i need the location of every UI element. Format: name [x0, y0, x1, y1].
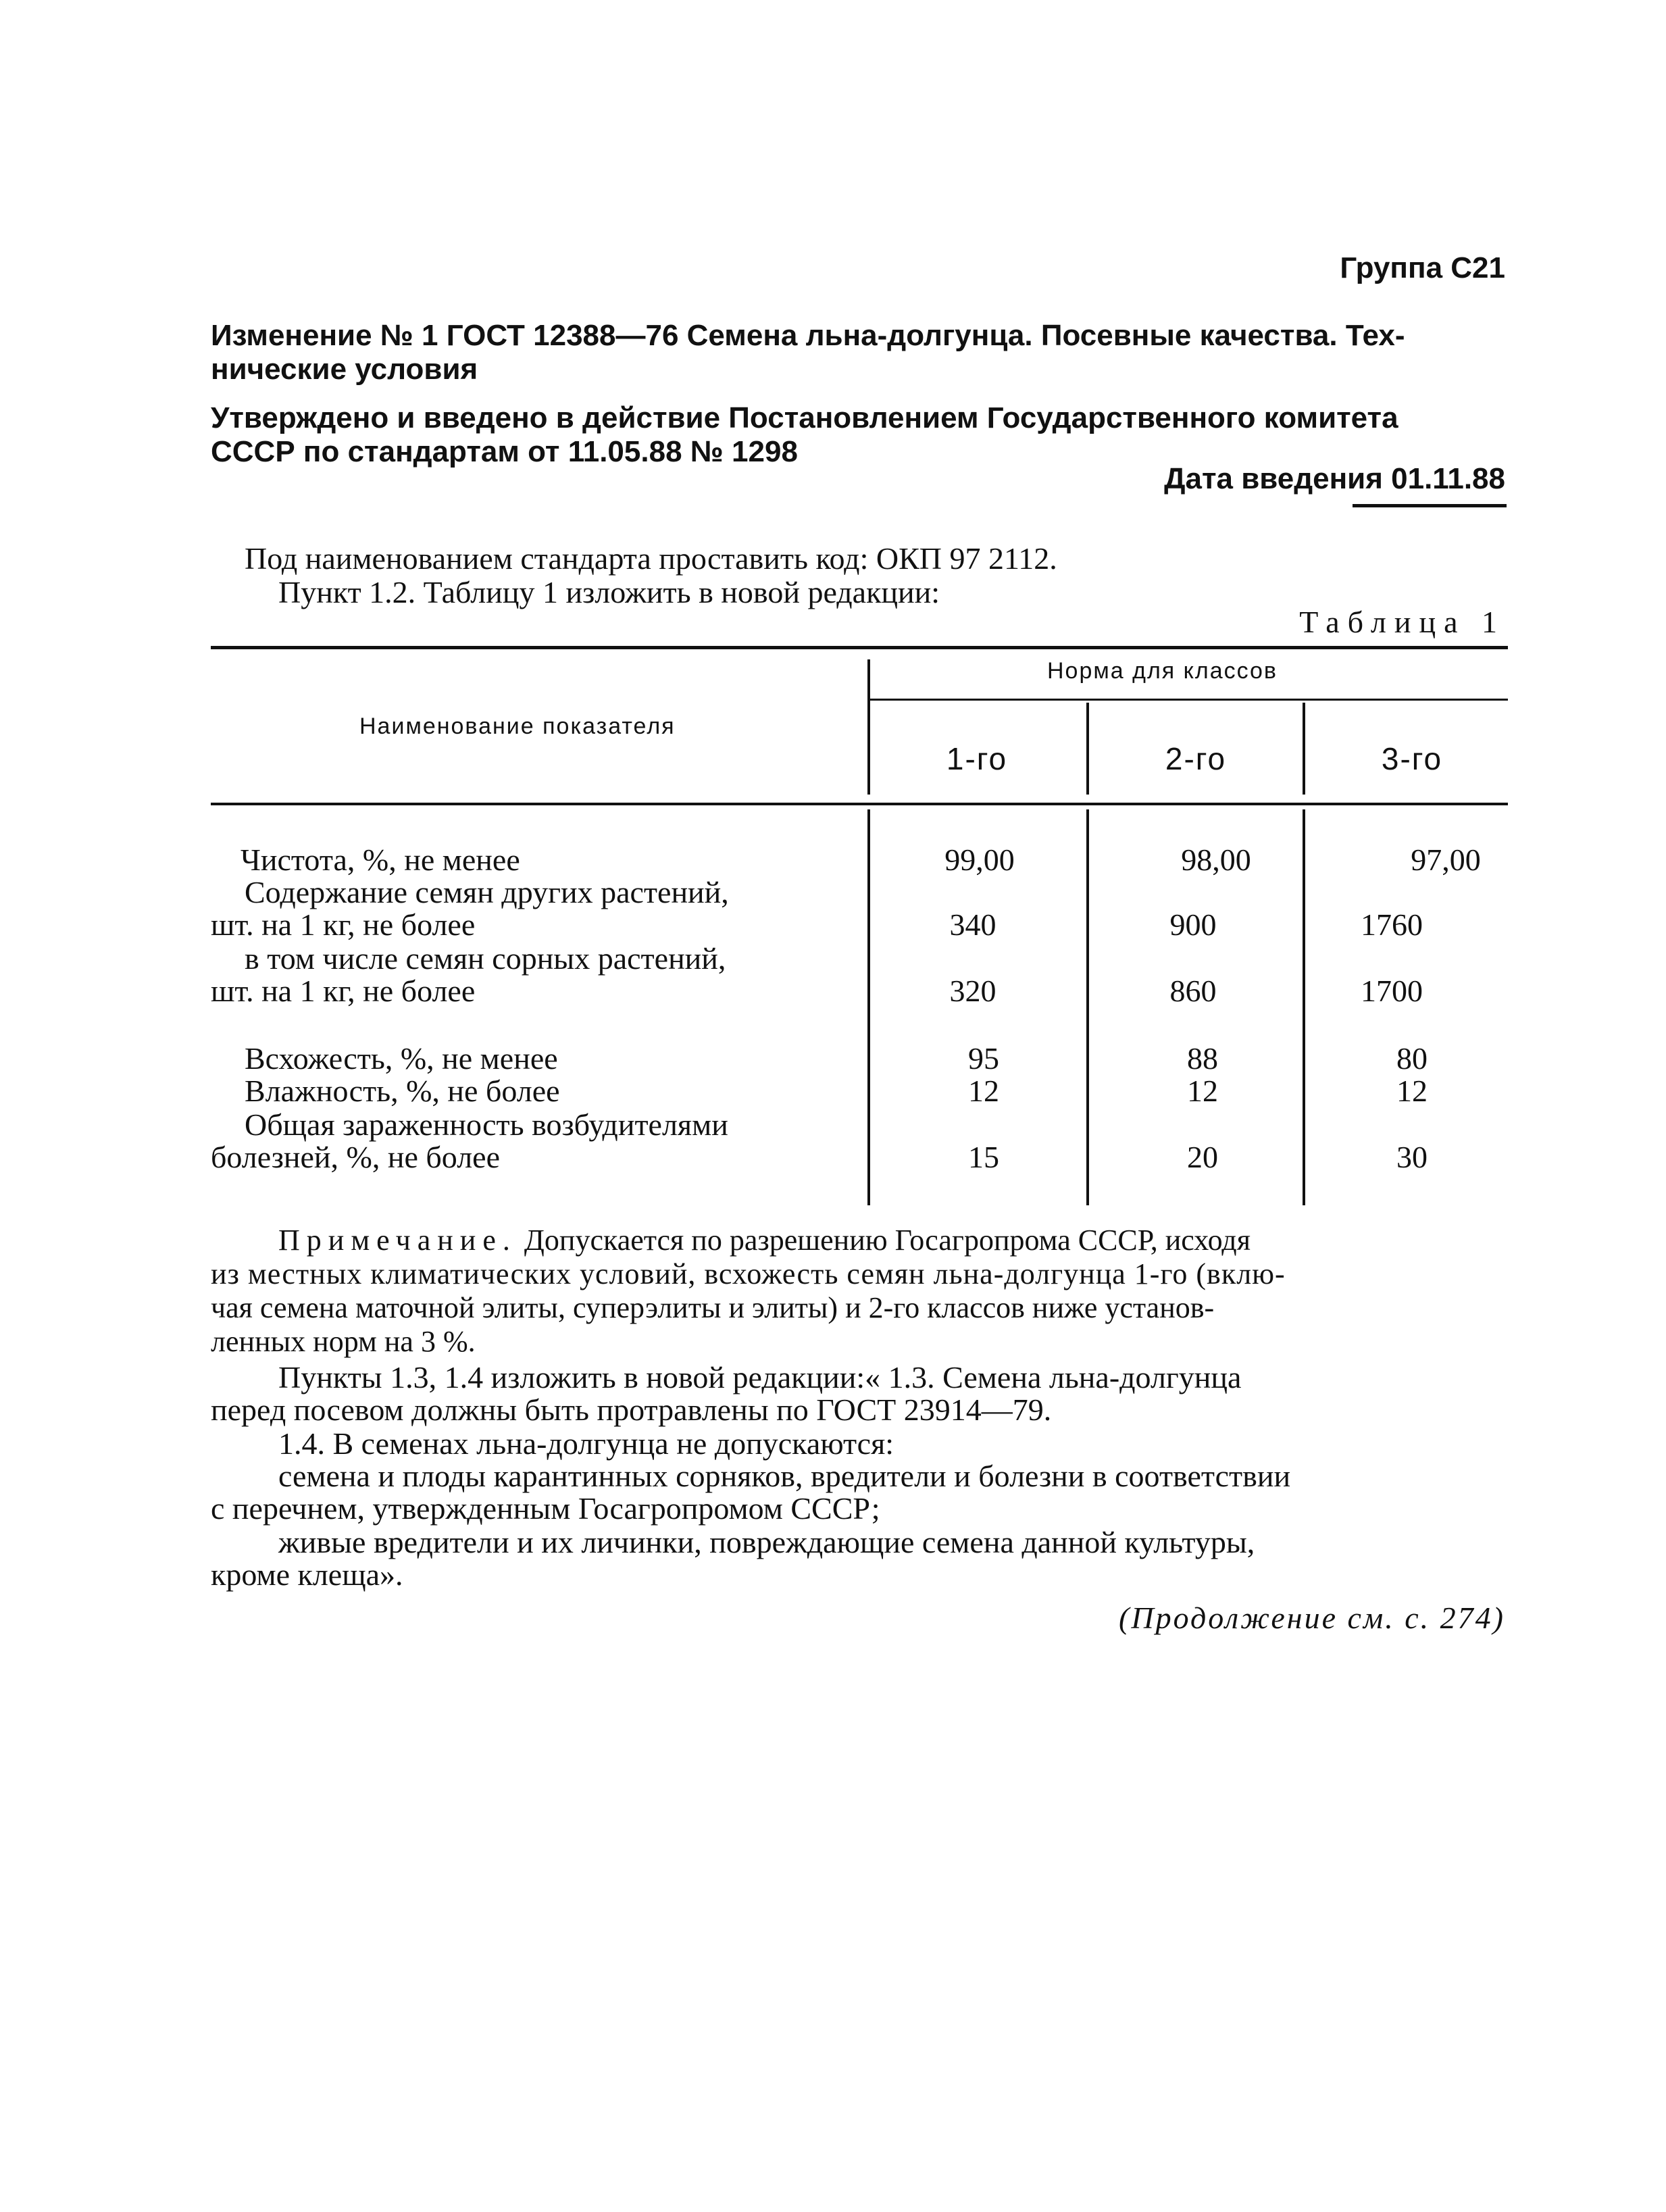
points-line3: 1.4. В семенах льна-долгунца не допускаются: [278, 1426, 894, 1461]
date-value: 01.11.88 [1391, 462, 1505, 495]
table-cell: 20 [1187, 1140, 1218, 1174]
note-line3: чая семена маточной элиты, суперэлиты и элиты) и 2-го классов ниже установ- [211, 1291, 1215, 1324]
points-line6: живые вредители и их личинки, повреждающие семена данной культуры, [278, 1525, 1255, 1559]
approved-line1: Утверждено и введено в действие Постановлением Государственного комитета [211, 401, 1398, 434]
table-vline-1 [867, 659, 870, 795]
table-row-label: шт. на 1 кг, не более [211, 974, 476, 1008]
note-first-line [278, 1223, 1251, 1257]
table-cell: 320 [949, 974, 996, 1008]
table-row-label: в том числе семян сорных растений, [245, 941, 726, 976]
table-cell: 12 [1187, 1074, 1218, 1108]
table-cell: 15 [968, 1140, 999, 1174]
table-cell: 95 [968, 1041, 999, 1076]
intro-line2: Пункт 1.2. Таблицу 1 изложить в новой редакции: [278, 575, 940, 609]
table-row-label: болезней, %, не более [211, 1140, 500, 1174]
table-row-label: Чистота, %, не менее [241, 843, 520, 877]
table-cell: 80 [1396, 1041, 1428, 1076]
date-underline [1353, 504, 1507, 507]
table-row-label: шт. на 1 кг, не более [211, 907, 476, 942]
table-cell: 12 [968, 1074, 999, 1108]
approved-line2: СССР по стандартам от 11.05.88 № 1298 [211, 435, 798, 468]
points-line4: семена и плоды карантинных сорняков, вредители и болезни в соответствии [278, 1459, 1291, 1493]
points-line5: с перечнем, утвержденным Госагропромом СССР; [211, 1491, 880, 1526]
table-cell: 340 [949, 907, 996, 942]
table-cell: 30 [1396, 1140, 1428, 1174]
table-norm-rule [869, 699, 1508, 701]
date-label: Дата введения [1164, 462, 1383, 495]
group-code: Группа С21 [1340, 251, 1505, 284]
intro-line1: Под наименованием стандарта проставить код: ОКП 97 2112. [245, 541, 1057, 576]
table-cell: 88 [1187, 1041, 1218, 1076]
table-body-vline-2 [1086, 809, 1089, 1205]
table-cell: 99,00 [944, 843, 1015, 877]
table-cell: 97,00 [1411, 843, 1481, 877]
table-cell: 1700 [1361, 974, 1423, 1008]
table-row-label: Влажность, %, не более [245, 1074, 560, 1108]
table-caption: Таблица 1 [1299, 605, 1505, 639]
table-cell: 12 [1396, 1074, 1428, 1108]
table-cell: 1760 [1361, 907, 1423, 942]
col-header-name: Наименование показателя [359, 713, 676, 739]
table-top-rule [211, 646, 1508, 649]
note-line1: Допускается по разрешению Госагропрома СССР, исходя [524, 1224, 1251, 1257]
col-header-class-2: 2-го [1165, 741, 1227, 776]
table-cell: 98,00 [1181, 843, 1251, 877]
col-header-class-3: 3-го [1381, 741, 1443, 776]
col-header-class-1: 1-го [946, 741, 1008, 776]
table-row-label: Общая зараженность возбудителями [245, 1107, 728, 1142]
change-title-line1: Изменение № 1 ГОСТ 12388—76 Семена льна-долгунца. Посевные качества. Тех- [211, 319, 1405, 352]
table-row-label: Всхожесть, %, не менее [245, 1041, 558, 1076]
table-body-vline-1 [867, 809, 870, 1205]
points-line7: кроме клеща». [211, 1557, 403, 1592]
table-row-label: Содержание семян других растений, [245, 875, 729, 909]
note-line2: из местных климатических условий, всхожесть семян льна-долгунца 1-го (вклю- [211, 1257, 1286, 1290]
col-header-norm: Норма для классов [1047, 658, 1278, 684]
points-line2: перед посевом должны быть протравлены по ГОСТ 23914—79. [211, 1392, 1052, 1427]
effective-date [1164, 462, 1505, 496]
table-header-rule [211, 803, 1508, 805]
table-cell: 860 [1169, 974, 1217, 1008]
note-line4: ленных норм на 3 %. [211, 1325, 476, 1358]
note-label: Примечание. [278, 1224, 517, 1257]
table-vline-2 [1086, 703, 1089, 795]
table-cell: 900 [1169, 907, 1217, 942]
points-line1: Пункты 1.3, 1.4 изложить в новой редакции:« 1.3. Семена льна-долгунца [278, 1360, 1242, 1394]
change-title-line2: нические условия [211, 353, 478, 386]
continuation-note: (Продолжение см. с. 274) [1119, 1601, 1505, 1635]
table-vline-3 [1303, 703, 1305, 795]
